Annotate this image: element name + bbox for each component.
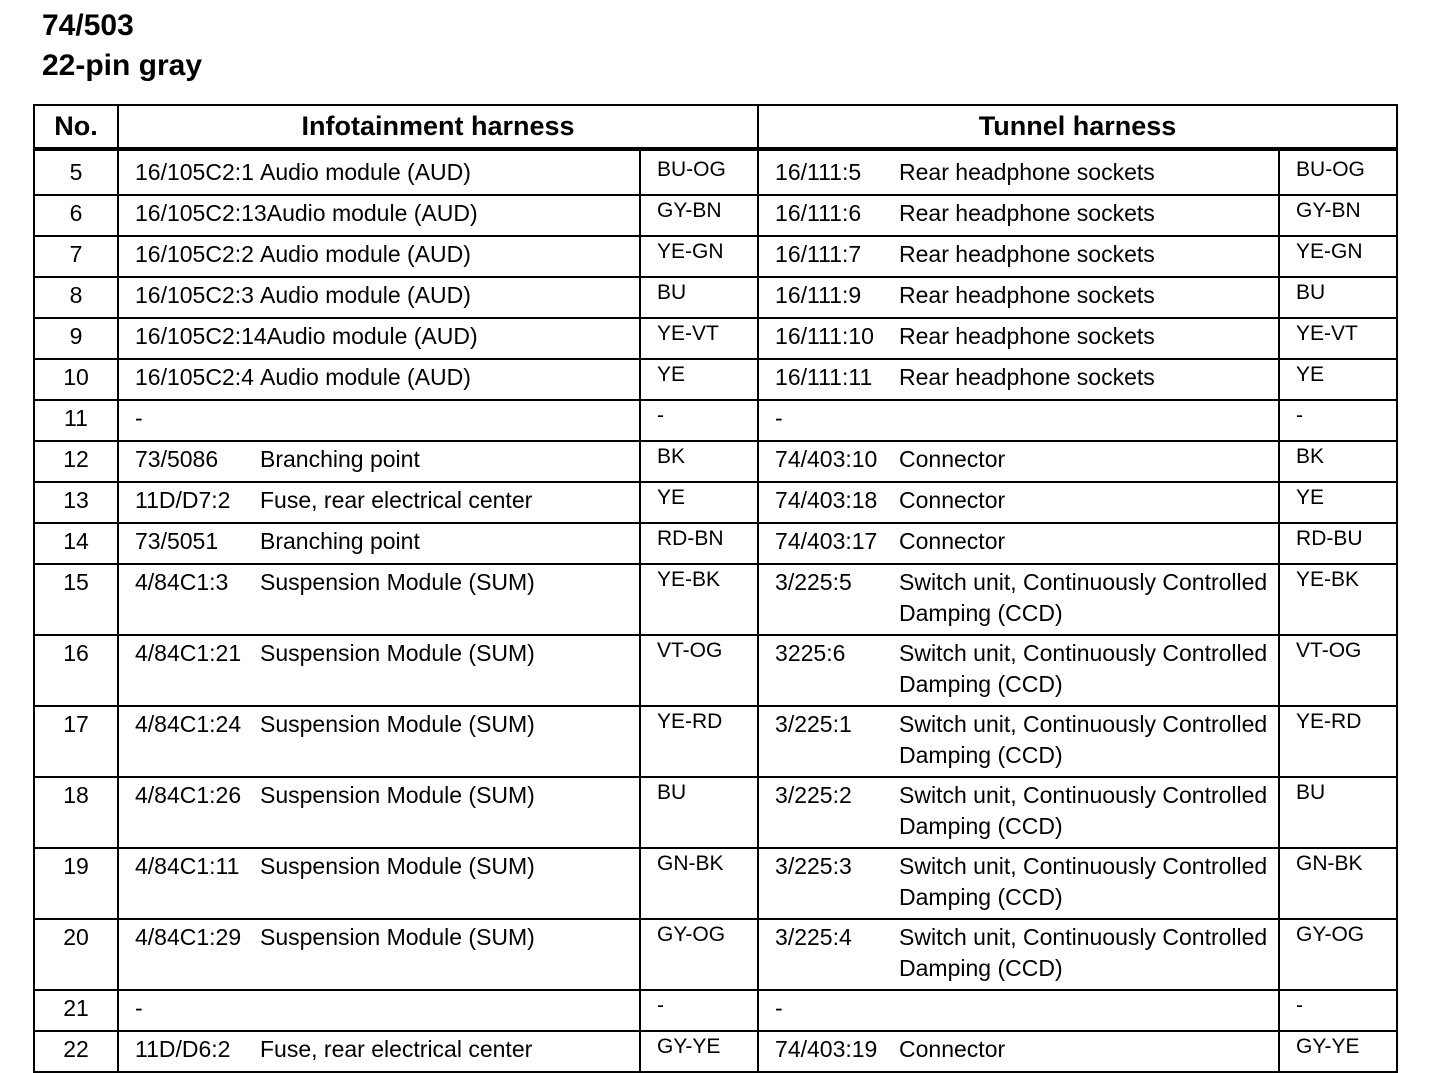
tunnel-description: Switch unit, Continuously Controlled Damping (CCD)	[899, 777, 1279, 848]
tunnel-location: 74/403:18	[758, 482, 899, 523]
infotainment-wire-color: YE-GN	[640, 236, 758, 277]
tunnel-wire-color: YE-RD	[1279, 706, 1397, 777]
tunnel-wire-color: BU-OG	[1279, 149, 1397, 195]
tunnel-wire-color: GY-BN	[1279, 195, 1397, 236]
table-row	[34, 848, 1397, 919]
column-header-no: No.	[34, 105, 118, 149]
infotainment-wire-color: YE-BK	[640, 564, 758, 635]
infotainment-location: 73/5086	[118, 441, 260, 482]
infotainment-location: 16/105C2:1	[118, 149, 260, 195]
table-row	[34, 523, 1397, 564]
table-row	[34, 400, 1397, 441]
table-row	[34, 706, 1397, 777]
pin-number: 8	[34, 277, 118, 318]
infotainment-location: 16/105C2:3	[118, 277, 260, 318]
column-header-tunnel: Tunnel harness	[758, 105, 1397, 149]
pin-number: 21	[34, 990, 118, 1031]
infotainment-description: Audio module (AUD)	[260, 277, 640, 318]
pin-number: 19	[34, 848, 118, 919]
pinout-table	[33, 104, 1398, 1073]
pin-number: 7	[34, 236, 118, 277]
pin-number: 10	[34, 359, 118, 400]
table-row	[34, 236, 1397, 277]
pin-number: 18	[34, 777, 118, 848]
infotainment-description: Suspension Module (SUM)	[260, 919, 640, 990]
table-row	[34, 919, 1397, 990]
tunnel-wire-color: YE	[1279, 359, 1397, 400]
tunnel-wire-color: GY-OG	[1279, 919, 1397, 990]
tunnel-description: Rear headphone sockets	[899, 195, 1279, 236]
table-header-row	[34, 105, 1397, 149]
tunnel-description: Switch unit, Continuously Controlled Damping (CCD)	[899, 635, 1279, 706]
tunnel-location: -	[758, 990, 899, 1031]
tunnel-description: Connector	[899, 482, 1279, 523]
pin-number: 17	[34, 706, 118, 777]
infotainment-location: 4/84C1:26	[118, 777, 260, 848]
tunnel-location: 16/111:7	[758, 236, 899, 277]
infotainment-location: 4/84C1:29	[118, 919, 260, 990]
pin-number: 12	[34, 441, 118, 482]
infotainment-location: 4/84C1:11	[118, 848, 260, 919]
tunnel-location: 16/111:5	[758, 149, 899, 195]
tunnel-location: 74/403:17	[758, 523, 899, 564]
tunnel-wire-color: YE-GN	[1279, 236, 1397, 277]
tunnel-description: Connector	[899, 441, 1279, 482]
infotainment-wire-color: GY-OG	[640, 919, 758, 990]
tunnel-description: Rear headphone sockets	[899, 236, 1279, 277]
tunnel-description: Switch unit, Continuously Controlled Damping (CCD)	[899, 706, 1279, 777]
infotainment-location: 73/5051	[118, 523, 260, 564]
table-row	[34, 149, 1397, 195]
infotainment-description: Suspension Module (SUM)	[260, 564, 640, 635]
infotainment-wire-color: YE	[640, 482, 758, 523]
tunnel-description: Switch unit, Continuously Controlled Damping (CCD)	[899, 564, 1279, 635]
infotainment-description: Audio module (AUD)	[260, 359, 640, 400]
infotainment-wire-color: GN-BK	[640, 848, 758, 919]
table-row	[34, 1031, 1397, 1072]
tunnel-location: 74/403:10	[758, 441, 899, 482]
infotainment-location: 4/84C1:21	[118, 635, 260, 706]
tunnel-location: 3/225:1	[758, 706, 899, 777]
tunnel-location: 3/225:4	[758, 919, 899, 990]
infotainment-location: 11D/D7:2	[118, 482, 260, 523]
tunnel-description: Rear headphone sockets	[899, 359, 1279, 400]
connector-description: 22-pin gray	[42, 49, 203, 82]
infotainment-location-description: 16/105C2:13Audio module (AUD)	[118, 195, 640, 236]
table-row	[34, 777, 1397, 848]
infotainment-wire-color: BU	[640, 277, 758, 318]
tunnel-wire-color: BU	[1279, 277, 1397, 318]
tunnel-location: 3/225:3	[758, 848, 899, 919]
pin-number: 20	[34, 919, 118, 990]
infotainment-wire-color: BK	[640, 441, 758, 482]
tunnel-wire-color: GN-BK	[1279, 848, 1397, 919]
tunnel-location: 3/225:2	[758, 777, 899, 848]
infotainment-description: Suspension Module (SUM)	[260, 706, 640, 777]
infotainment-location: 11D/D6:2	[118, 1031, 260, 1072]
tunnel-wire-color: -	[1279, 400, 1397, 441]
table-row	[34, 564, 1397, 635]
pin-number: 9	[34, 318, 118, 359]
tunnel-wire-color: BK	[1279, 441, 1397, 482]
infotainment-location: 4/84C1:24	[118, 706, 260, 777]
infotainment-description	[260, 990, 640, 1031]
tunnel-description: Rear headphone sockets	[899, 149, 1279, 195]
connector-id: 74/503	[42, 9, 134, 42]
infotainment-wire-color: GY-YE	[640, 1031, 758, 1072]
tunnel-description	[899, 990, 1279, 1031]
column-header-infotainment: Infotainment harness	[118, 105, 758, 149]
tunnel-description: Rear headphone sockets	[899, 318, 1279, 359]
tunnel-location: 74/403:19	[758, 1031, 899, 1072]
tunnel-location: -	[758, 400, 899, 441]
tunnel-wire-color: -	[1279, 990, 1397, 1031]
infotainment-location: 16/105C2:2	[118, 236, 260, 277]
infotainment-wire-color: -	[640, 400, 758, 441]
tunnel-location: 16/111:10	[758, 318, 899, 359]
tunnel-location: 3225:6	[758, 635, 899, 706]
infotainment-description: Audio module (AUD)	[260, 149, 640, 195]
tunnel-description: Connector	[899, 523, 1279, 564]
pin-number: 15	[34, 564, 118, 635]
tunnel-wire-color: BU	[1279, 777, 1397, 848]
tunnel-wire-color: RD-BU	[1279, 523, 1397, 564]
tunnel-description: Connector	[899, 1031, 1279, 1072]
table-row	[34, 441, 1397, 482]
table-row	[34, 277, 1397, 318]
pin-number: 16	[34, 635, 118, 706]
pin-number: 22	[34, 1031, 118, 1072]
table-row	[34, 195, 1397, 236]
infotainment-wire-color: BU-OG	[640, 149, 758, 195]
pin-number: 6	[34, 195, 118, 236]
tunnel-wire-color: GY-YE	[1279, 1031, 1397, 1072]
tunnel-description: Switch unit, Continuously Controlled Damping (CCD)	[899, 848, 1279, 919]
table-row	[34, 359, 1397, 400]
infotainment-wire-color: GY-BN	[640, 195, 758, 236]
infotainment-description: Fuse, rear electrical center	[260, 482, 640, 523]
tunnel-location: 16/111:9	[758, 277, 899, 318]
infotainment-wire-color: BU	[640, 777, 758, 848]
infotainment-description: Branching point	[260, 441, 640, 482]
infotainment-description: Branching point	[260, 523, 640, 564]
tunnel-location: 3/225:5	[758, 564, 899, 635]
infotainment-location: 4/84C1:3	[118, 564, 260, 635]
tunnel-wire-color: YE-VT	[1279, 318, 1397, 359]
infotainment-location: -	[118, 400, 260, 441]
infotainment-wire-color: VT-OG	[640, 635, 758, 706]
table-row	[34, 318, 1397, 359]
tunnel-wire-color: YE-BK	[1279, 564, 1397, 635]
pin-number: 14	[34, 523, 118, 564]
infotainment-description: Suspension Module (SUM)	[260, 848, 640, 919]
pin-number: 13	[34, 482, 118, 523]
pin-number: 11	[34, 400, 118, 441]
tunnel-wire-color: VT-OG	[1279, 635, 1397, 706]
infotainment-location-description: 16/105C2:14Audio module (AUD)	[118, 318, 640, 359]
infotainment-description: Suspension Module (SUM)	[260, 635, 640, 706]
infotainment-wire-color: YE-RD	[640, 706, 758, 777]
tunnel-location: 16/111:6	[758, 195, 899, 236]
pin-number: 5	[34, 149, 118, 195]
tunnel-wire-color: YE	[1279, 482, 1397, 523]
infotainment-wire-color: RD-BN	[640, 523, 758, 564]
infotainment-description: Audio module (AUD)	[260, 236, 640, 277]
table-row	[34, 635, 1397, 706]
tunnel-description: Rear headphone sockets	[899, 277, 1279, 318]
tunnel-description	[899, 400, 1279, 441]
infotainment-location: -	[118, 990, 260, 1031]
infotainment-description: Suspension Module (SUM)	[260, 777, 640, 848]
tunnel-location: 16/111:11	[758, 359, 899, 400]
tunnel-description: Switch unit, Continuously Controlled Damping (CCD)	[899, 919, 1279, 990]
infotainment-description: Fuse, rear electrical center	[260, 1031, 640, 1072]
infotainment-wire-color: YE-VT	[640, 318, 758, 359]
infotainment-wire-color: YE	[640, 359, 758, 400]
infotainment-description	[260, 400, 640, 441]
infotainment-wire-color: -	[640, 990, 758, 1031]
table-row	[34, 990, 1397, 1031]
infotainment-location: 16/105C2:4	[118, 359, 260, 400]
table-row	[34, 482, 1397, 523]
